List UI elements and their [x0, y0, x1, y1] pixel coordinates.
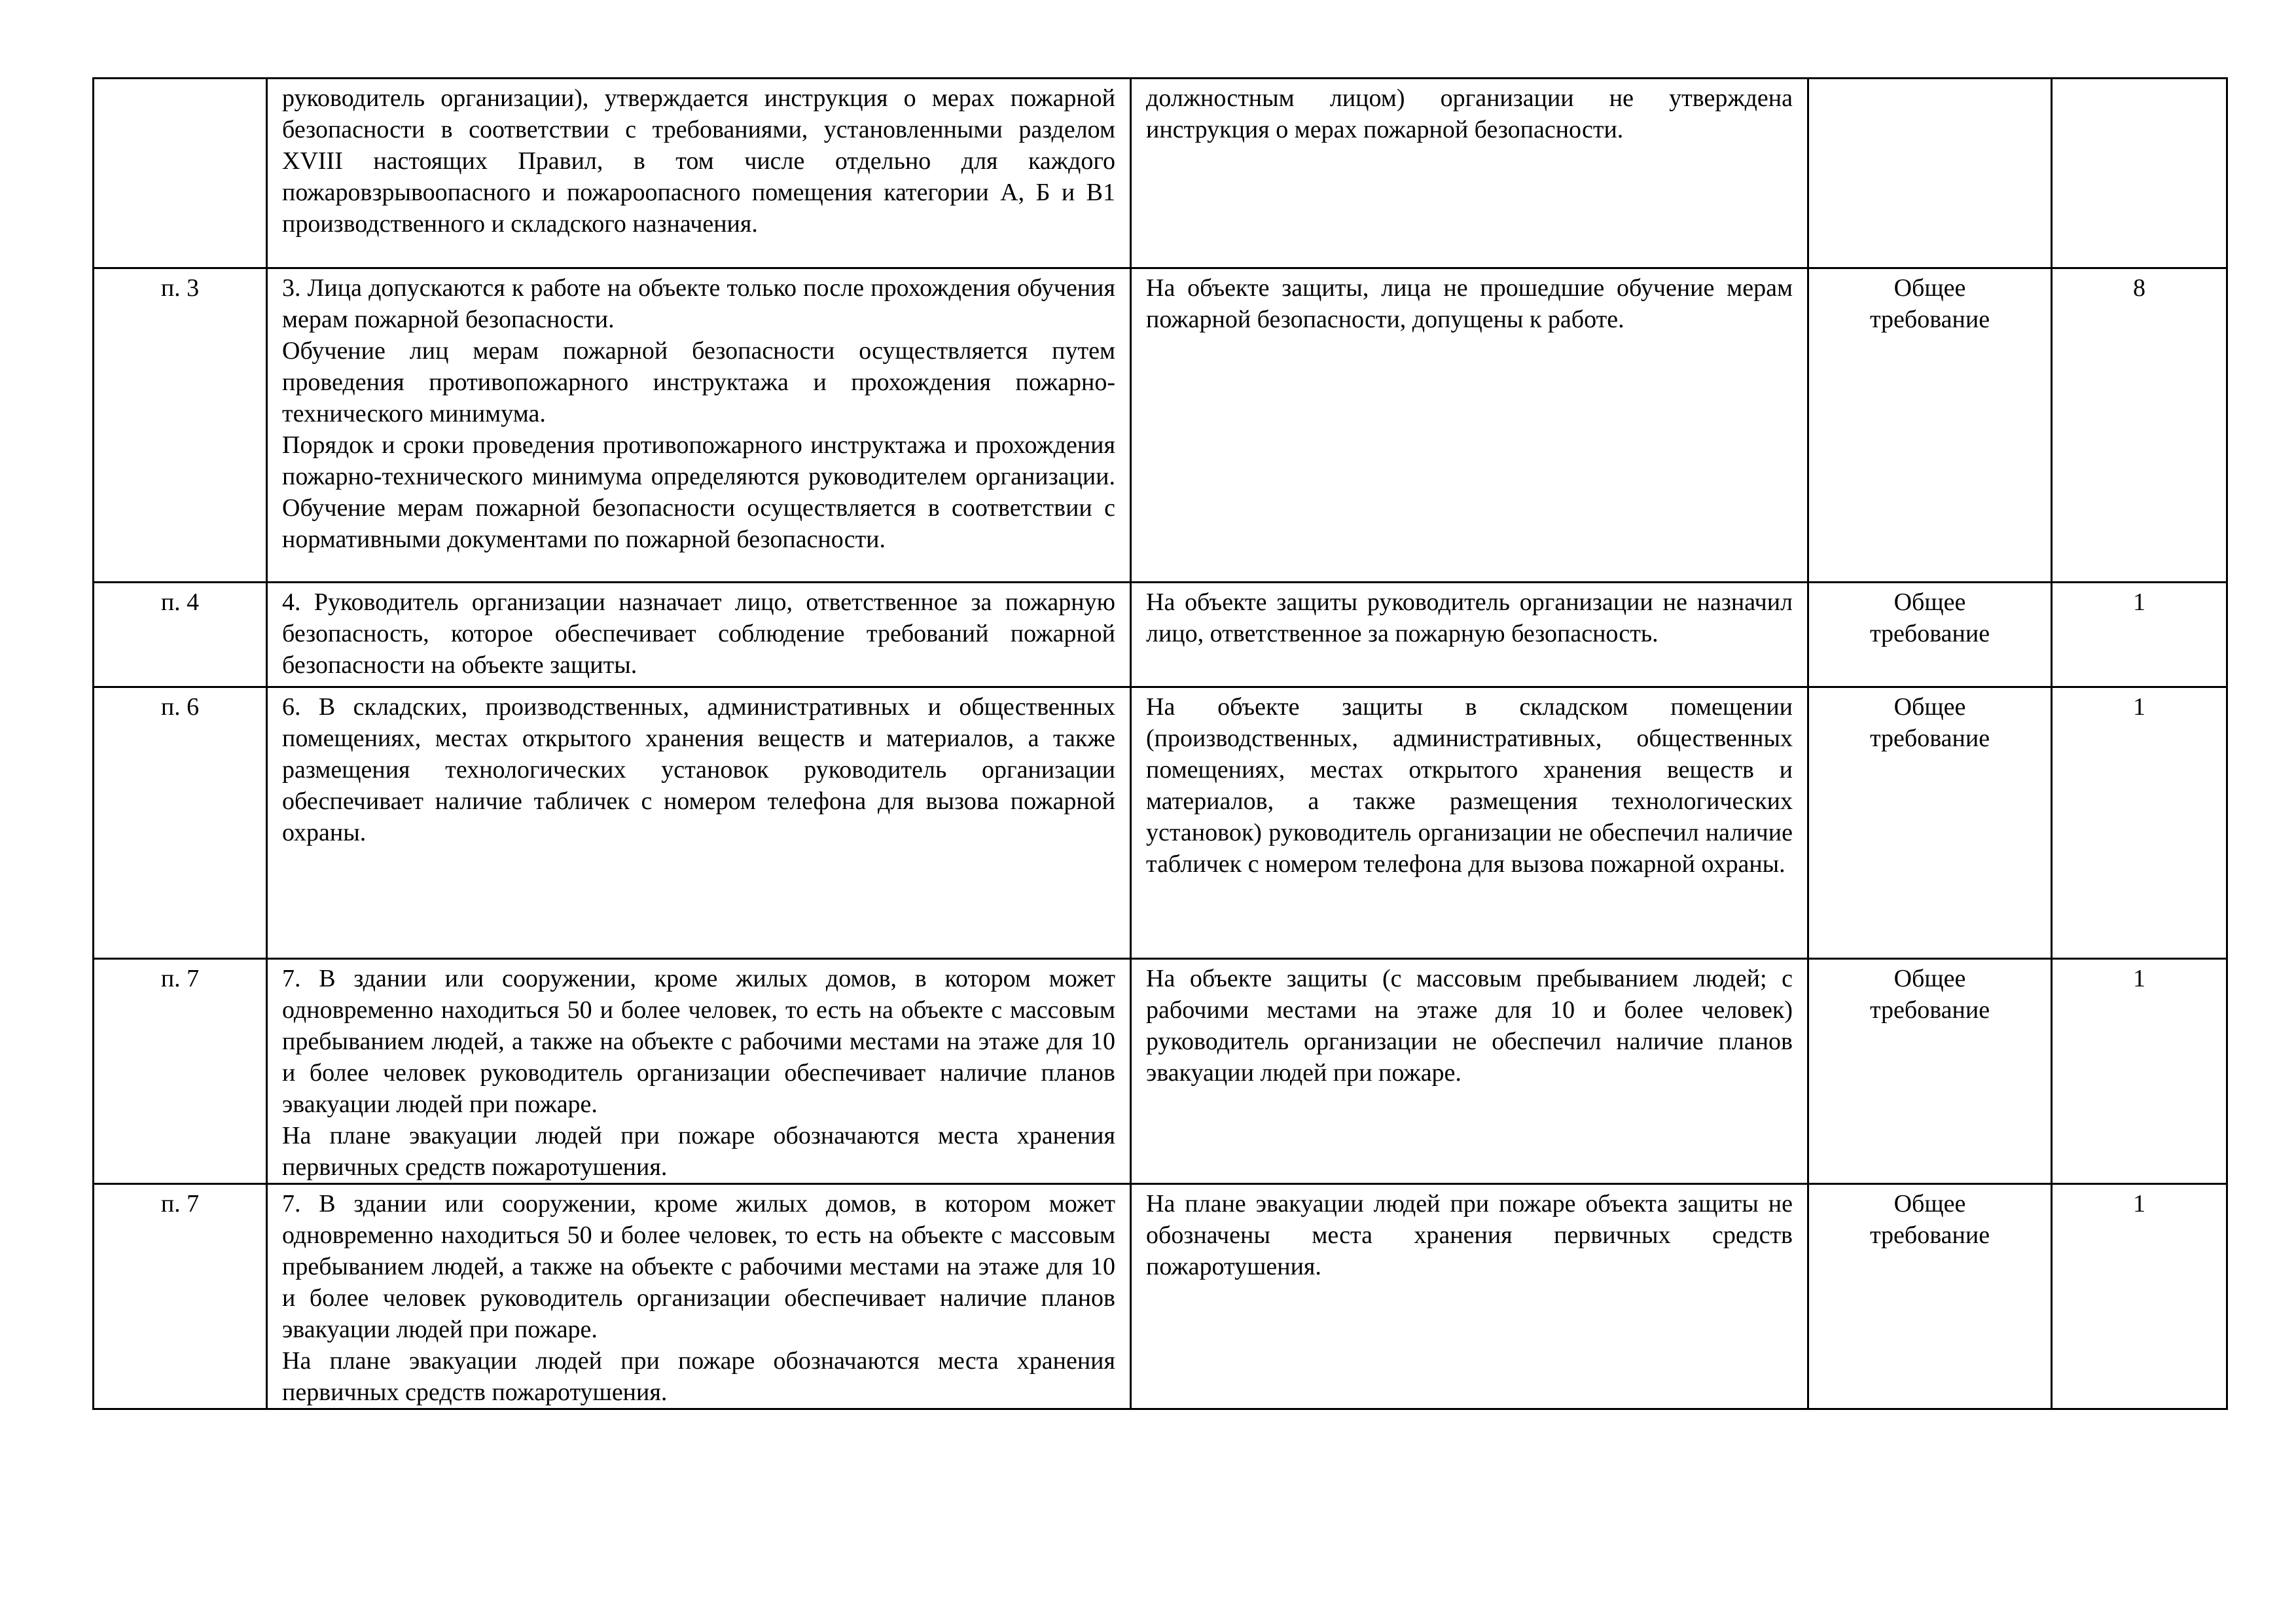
violation-text: должностным лицом) организации не утверждена инструкция о мерах пожарной безопасности.	[1146, 84, 1793, 143]
category-line: требование	[1869, 996, 1990, 1024]
violation-text: На объекте защиты руководитель организации не назначил лицо, ответственное за пожарную безопасность.	[1146, 588, 1793, 647]
table-row	[94, 687, 2227, 959]
requirement-cell	[267, 1184, 1131, 1409]
table-row	[94, 79, 2227, 268]
requirement-cell	[267, 959, 1131, 1184]
requirement-cell	[267, 268, 1131, 583]
category-line: Общее	[1893, 965, 1966, 992]
category-cell	[1808, 79, 2052, 268]
requirement-cell	[267, 583, 1131, 687]
category-line: Общее	[1893, 588, 1966, 616]
requirement-paragraph: 3. Лица допускаются к работе на объекте только после прохождения обучения мерам пожарной безопасности.	[282, 274, 1115, 333]
reference-cell: п. 3	[94, 268, 267, 583]
points-cell: 8	[2052, 268, 2227, 583]
reference-cell: п. 7	[94, 1184, 267, 1409]
points-cell	[2052, 79, 2227, 268]
regulation-table	[92, 77, 2228, 1410]
category-line: требование	[1869, 725, 1990, 752]
table-row	[94, 959, 2227, 1184]
points-cell: 1	[2052, 583, 2227, 687]
category-cell	[1808, 268, 2052, 583]
category-line: требование	[1869, 306, 1990, 333]
table-row	[94, 1184, 2227, 1409]
violation-cell	[1131, 268, 1808, 583]
category-cell	[1808, 959, 2052, 1184]
requirement-paragraph: На плане эвакуации людей при пожаре обозначаются места хранения первичных средств пожаротушения.	[282, 1347, 1115, 1406]
table-row	[94, 583, 2227, 687]
violation-text: На объекте защиты, лица не прошедшие обучение мерам пожарной безопасности, допущены к работе.	[1146, 274, 1793, 333]
points-cell: 1	[2052, 1184, 2227, 1409]
category-line: требование	[1869, 620, 1990, 647]
points-cell: 1	[2052, 959, 2227, 1184]
violation-cell	[1131, 1184, 1808, 1409]
violation-cell	[1131, 687, 1808, 959]
violation-cell	[1131, 959, 1808, 1184]
reference-cell: п. 4	[94, 583, 267, 687]
requirement-paragraph: 7. В здании или сооружении, кроме жилых домов, в котором может одновременно находиться 50 и более человек, то есть на объекте с массовым пребыванием людей, а также на объекте с рабочими местами на этаже для 10 и более человек руководитель организации обеспечивает наличие планов эвакуации людей при пожаре.	[282, 1190, 1115, 1343]
points-cell: 1	[2052, 687, 2227, 959]
violation-cell	[1131, 79, 1808, 268]
reference-cell: п. 7	[94, 959, 267, 1184]
requirement-paragraph: 4. Руководитель организации назначает лицо, ответственное за пожарную безопасность, которое обеспечивает соблюдение требований пожарной безопасности на объекте защиты.	[282, 588, 1115, 679]
category-line: требование	[1869, 1221, 1990, 1249]
requirement-paragraph: 6. В складских, производственных, административных и общественных помещениях, местах открытого хранения веществ и материалов, а также размещения технологических установок руководитель организации обеспечивает наличие табличек с номером телефона для вызова пожарной охраны.	[282, 693, 1115, 846]
category-cell	[1808, 687, 2052, 959]
reference-cell: п. 6	[94, 687, 267, 959]
violation-text: На плане эвакуации людей при пожаре объекта защиты не обозначены места хранения первичных средств пожаротушения.	[1146, 1190, 1793, 1280]
category-cell	[1808, 583, 2052, 687]
requirement-paragraph: Порядок и сроки проведения противопожарного инструктажа и прохождения пожарно-технического минимума определяются руководителем организации. Обучение мерам пожарной безопасности осуществляется в соответствии с нормативными документами по пожарной безопасности.	[282, 431, 1115, 553]
requirement-cell	[267, 79, 1131, 268]
violation-text: На объекте защиты в складском помещении (производственных, административных, общественных помещениях, местах открытого хранения веществ и материалов, а также размещения технологических установок) руководитель организации не обеспечил наличие табличек с номером телефона для вызова пожарной охраны.	[1146, 693, 1793, 878]
violation-cell	[1131, 583, 1808, 687]
reference-cell	[94, 79, 267, 268]
category-line: Общее	[1893, 274, 1966, 302]
requirement-paragraph: 7. В здании или сооружении, кроме жилых домов, в котором может одновременно находиться 50 и более человек, то есть на объекте с массовым пребыванием людей, а также на объекте с рабочими местами на этаже для 10 и более человек руководитель организации обеспечивает наличие планов эвакуации людей при пожаре.	[282, 965, 1115, 1118]
requirement-paragraph: На плане эвакуации людей при пожаре обозначаются места хранения первичных средств пожаротушения.	[282, 1122, 1115, 1181]
table-row	[94, 268, 2227, 583]
category-cell	[1808, 1184, 2052, 1409]
violation-text: На объекте защиты (с массовым пребыванием людей; с рабочими местами на этаже для 10 и более человек) руководитель организации не обеспечил наличие планов эвакуации людей при пожаре.	[1146, 965, 1793, 1087]
requirement-paragraph: Обучение лиц мерам пожарной безопасности осуществляется путем проведения противопожарного инструктажа и прохождения пожарно-технического минимума.	[282, 337, 1115, 427]
requirement-paragraph: руководитель организации), утверждается инструкция о мерах пожарной безопасности в соответствии с требованиями, установленными разделом XVIII настоящих Правил, в том числе отдельно для каждого пожаровзрывоопасного и пожароопасного помещения категории А, Б и В1 производственного и складского назначения.	[282, 84, 1115, 238]
category-line: Общее	[1893, 693, 1966, 721]
category-line: Общее	[1893, 1190, 1966, 1218]
requirement-cell	[267, 687, 1131, 959]
